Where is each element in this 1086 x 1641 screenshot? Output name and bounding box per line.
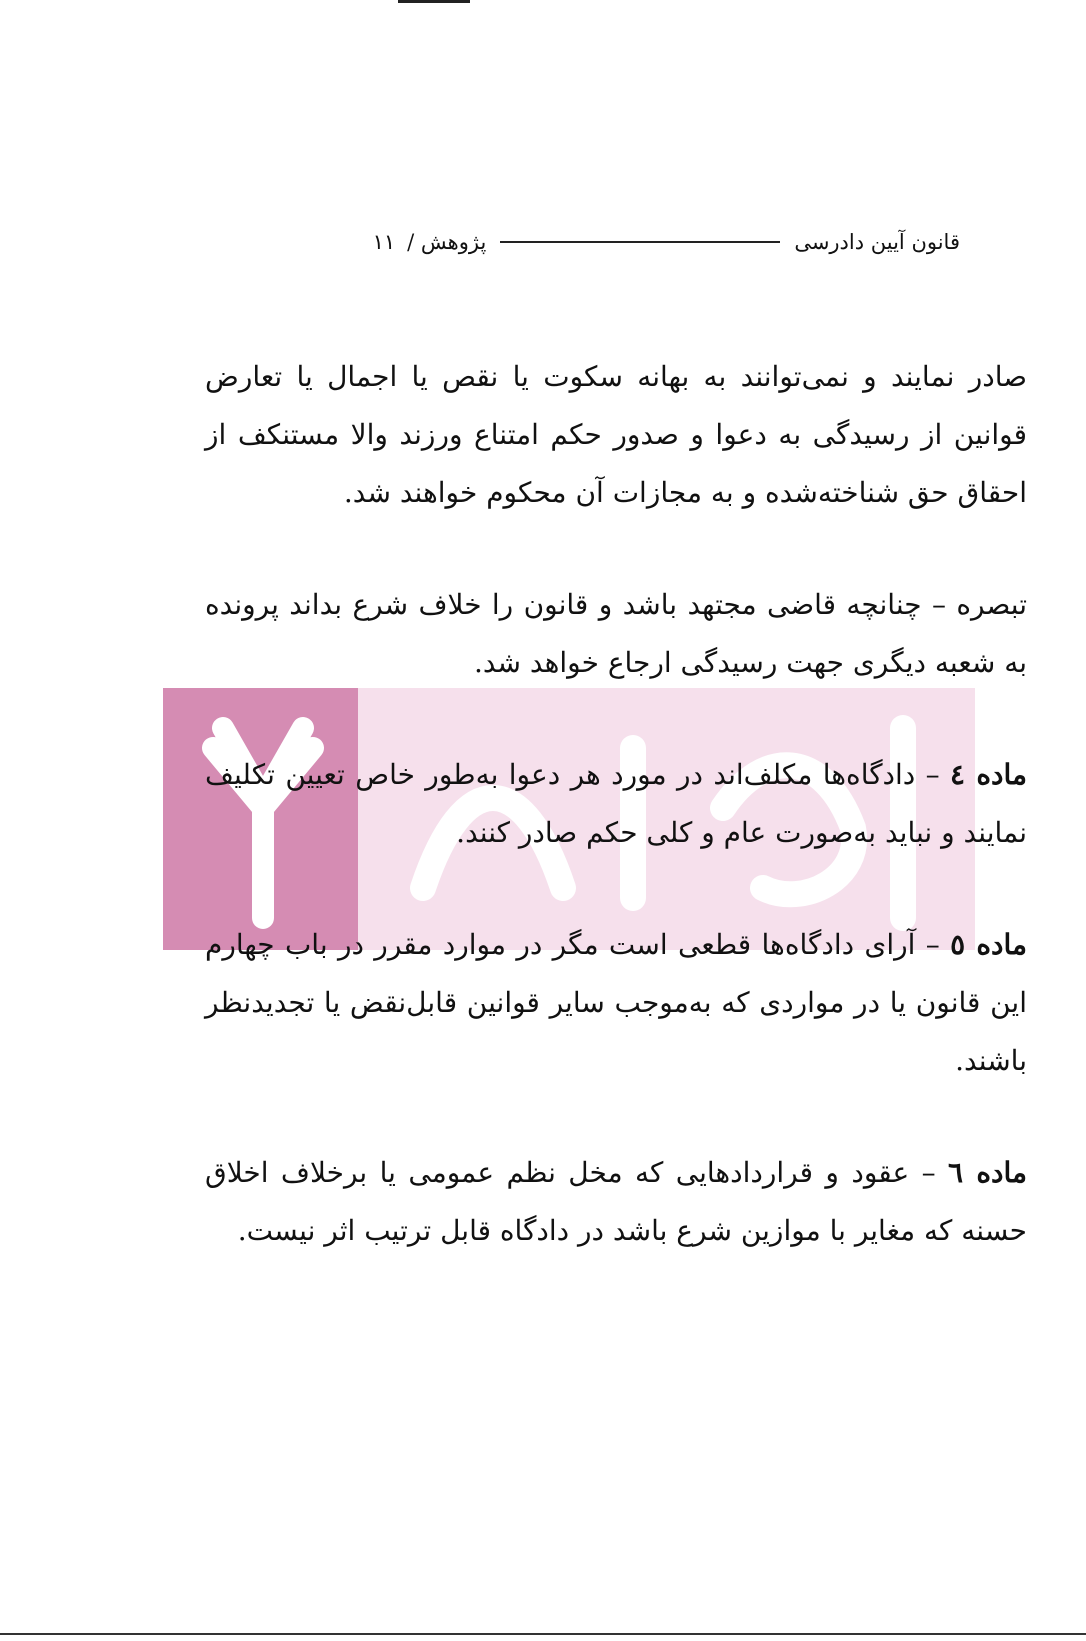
running-header xyxy=(260,222,960,262)
paragraph-text: – عقود و قراردادهایی که مخل نظم عمومی یا برخلاف اخلاق حسنه که مغایر با موازین شرع باشد در دادگاه قابل ترتیب اثر نیست. xyxy=(205,1156,1027,1247)
article-6 xyxy=(205,1144,1027,1260)
header-rule xyxy=(500,241,780,243)
article-5 xyxy=(205,916,1027,1090)
paragraph-1 xyxy=(205,348,1027,522)
section-label: پژوهش / xyxy=(407,230,487,254)
article-label: ماده ٦ xyxy=(948,1156,1027,1189)
paragraph-text: – آرای دادگاه‌ها قطعی است مگر در موارد مقرر در باب چهارم این قانون یا در مواردی که به‌موجب سایر قوانین قابل‌نقض یا تجدیدنظر باشند. xyxy=(205,928,1027,1077)
article-4 xyxy=(205,746,1027,862)
bottom-rule xyxy=(0,1633,1086,1635)
article-label: ماده ٤ xyxy=(950,758,1027,791)
page-body xyxy=(205,348,1027,1314)
paragraph-note xyxy=(205,576,1027,692)
paragraph-text: – دادگاه‌ها مکلف‌اند در مورد هر دعوا به‌طور خاص تعیین تکلیف نمایند و نباید به‌صورت عام و کلی حکم صادر کنند. xyxy=(205,758,1027,849)
article-label: ماده ٥ xyxy=(950,928,1027,961)
paragraph-text: صادر نمایند و نمی‌توانند به بهانه سکوت یا نقص یا اجمال یا تعارض قوانین از رسیدگی به دعوا و صدور حکم امتناع ورزند والا مستنکف از احقاق حق شناخته‌شده و به مجازات آن محکوم خواهند شد. xyxy=(205,360,1027,509)
paragraph-text: تبصره – چنانچه قاضی مجتهد باشد و قانون را خلاف شرع بداند پرونده به شعبه دیگری جهت رسیدگی ارجاع خواهد شد. xyxy=(205,588,1027,679)
top-edge-mark xyxy=(398,0,470,3)
book-title: قانون آیین دادرسی xyxy=(794,230,960,254)
page-number: ۱۱ xyxy=(372,230,396,254)
